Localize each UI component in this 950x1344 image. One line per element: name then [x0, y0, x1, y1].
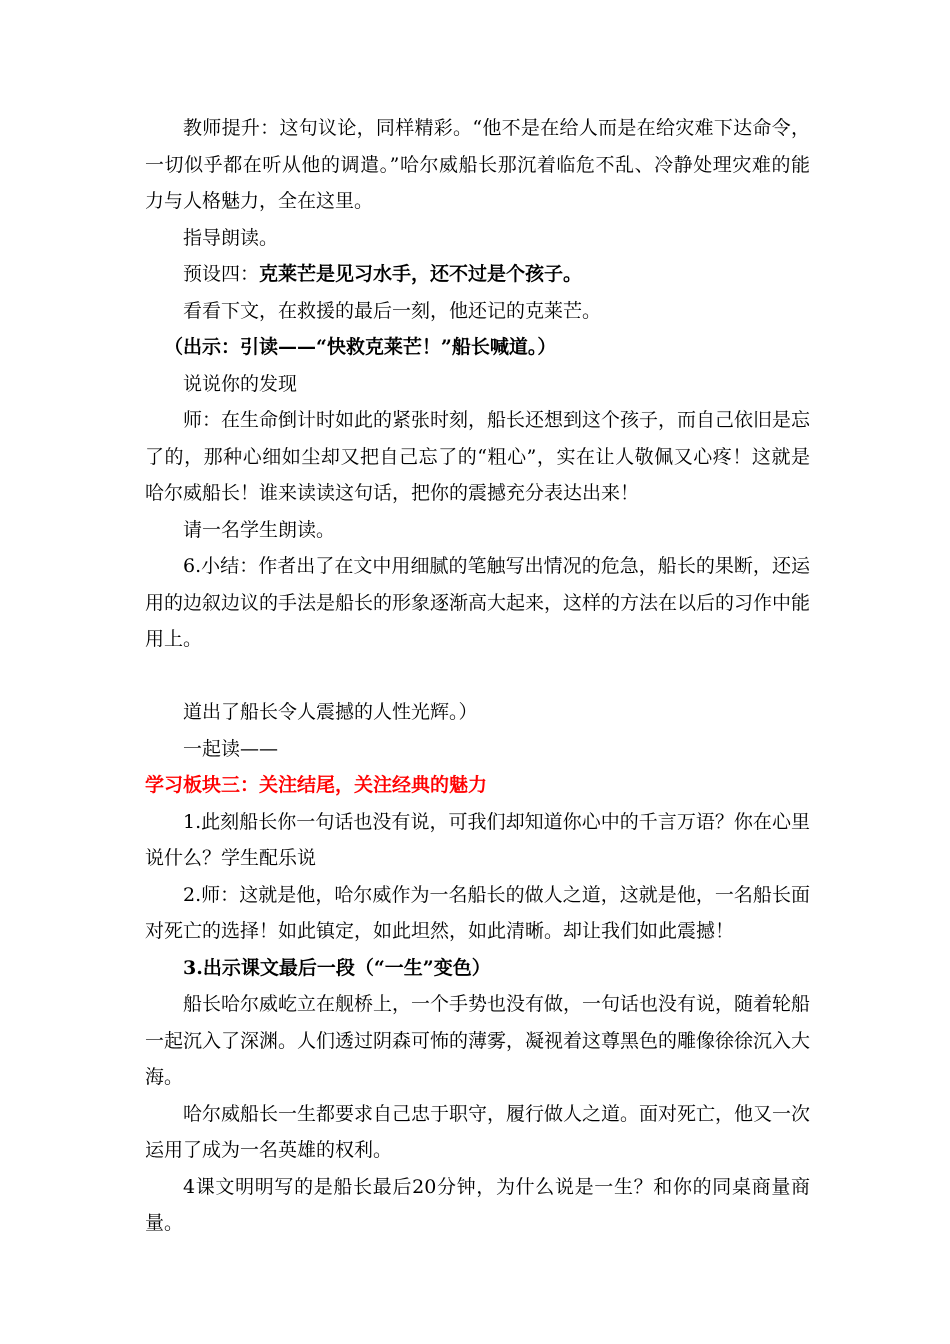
paragraph-discover: 说说你的发现 [183, 372, 298, 395]
paragraph-read-together: 一起读—— [183, 737, 279, 760]
paragraph-lifetime-duty: 哈尔威船长一生都要求自己忠于职守，履行做人之道。面对死亡，他又一次运用了成为一名英雄的权利。 [145, 1102, 811, 1161]
paragraph-teacher-commentary: 教师提升：这句议论，同样精彩。“他不是在给人而是在给灾难下达命令，一切似乎都在听从他的调遣。”哈尔威船长那沉着临危不乱、冷静处理灾难的能力与人格魅力，全在这里。 [145, 117, 810, 212]
blank-line [145, 658, 810, 695]
paragraph-item-three: 3.出示课文最后一段（“一生”变色） [183, 956, 491, 979]
document-body [145, 110, 810, 1242]
paragraph-summary: 6.小结：作者出了在文中用细腻的笔触写出情况的危急，船长的果断，还运用的边叙边议的手法是船长的形象逐渐高大起来，这样的方法在以后的习作中能用上。 [145, 555, 811, 650]
preset-four-label: 预设四： [183, 263, 260, 285]
paragraph-last-section: 船长哈尔威屹立在舰桥上，一个手势也没有做，一句话也没有说，随着轮船一起沉入了深渊。人们透过阴森可怖的薄雾，凝视着这尊黑色的雕像徐徐沉入大海。 [145, 993, 811, 1088]
paragraph-guided-reading: 指导朗读。 [183, 226, 279, 249]
paragraph-humanity: 道出了船长令人震撼的人性光辉。） [183, 701, 478, 723]
paragraph-item-one: 1.此刻船长你一句话也没有说，可我们却知道你心中的千言万语？你在心里说什么？学生配乐说 [145, 810, 810, 869]
paragraph-student-reading: 请一名学生朗读。 [183, 518, 336, 541]
paragraph-teacher-remark: 师：在生命倒计时如此的紧张时刻，船长还想到这个孩子，而自己依旧是忘了的，那种心细如尘却又把自己忘了的“粗心”，实在让人敬佩又心疼！这就是哈尔威船长！谁来读读这句话，把你的震撼充分表达出来！ [145, 409, 811, 504]
preset-four-text: 克莱芒是见习水手，还不过是个孩子。 [259, 263, 583, 285]
section-heading-three: 学习板块三：关注结尾，关注经典的魅力 [145, 774, 488, 796]
paragraph-preset-four [145, 256, 810, 293]
paragraph-item-two: 2.师：这就是他，哈尔威作为一名船长的做人之道，这就是他，一名船长面对死亡的选择！如此镇定，如此坦然，如此清晰。却让我们如此震撼！ [145, 883, 810, 942]
paragraph-show-quote: （出示：引读——“快救克莱芒！”船长喊道。） [164, 336, 557, 358]
paragraph-look-below: 看看下文，在救援的最后一刻，他还记的克莱芒。 [183, 299, 602, 322]
paragraph-item-four: 4课文明明写的是船长最后20分钟，为什么说是一生？和你的同桌商量商量。 [145, 1175, 810, 1234]
